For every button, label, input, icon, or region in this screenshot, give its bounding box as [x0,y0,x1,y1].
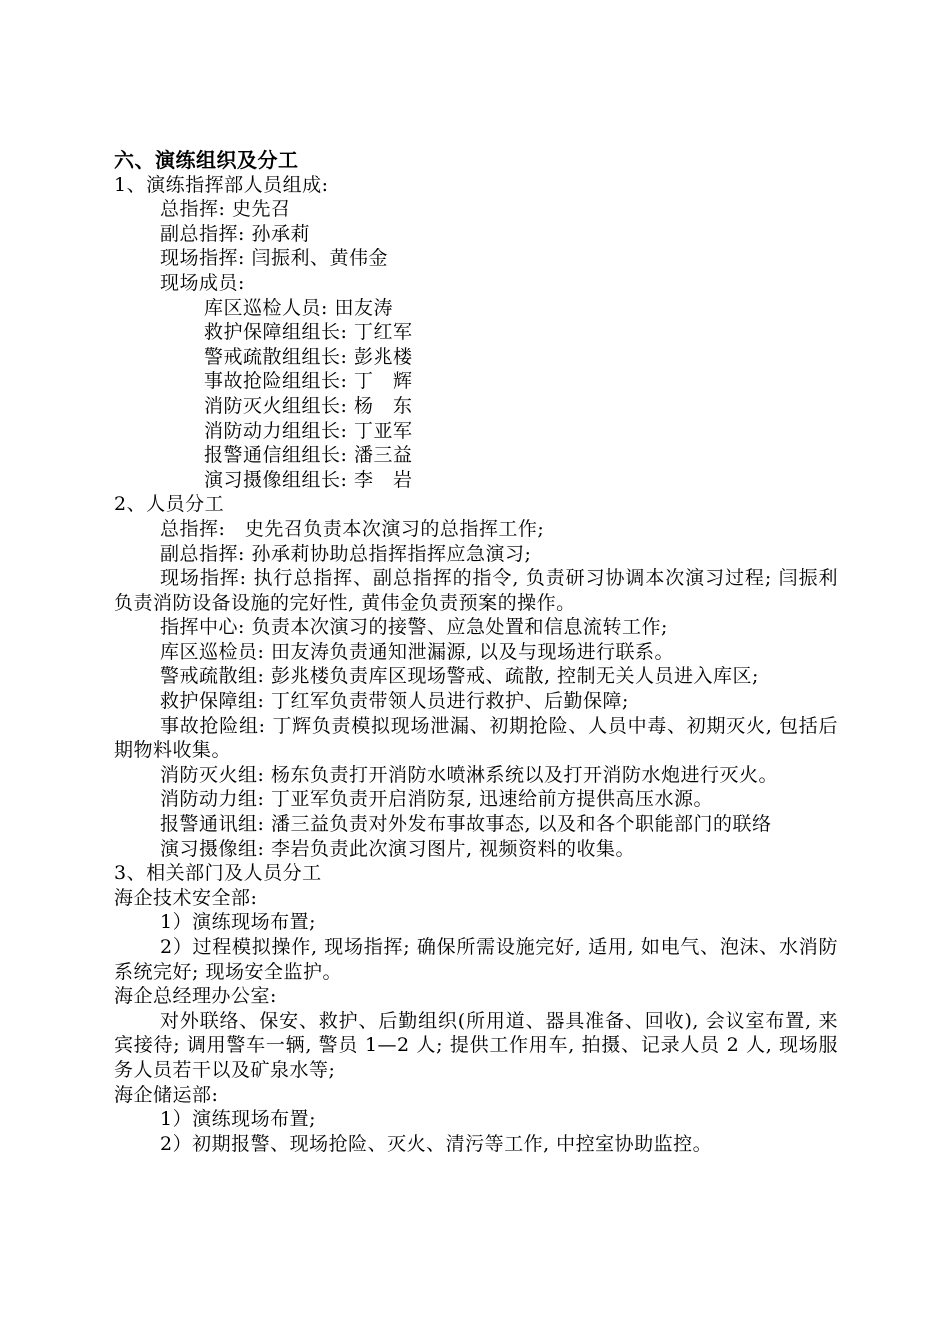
document-body [114,148,838,1156]
duty-paragraph: 消防动力组: 丁亚军负责开启消防泵, 迅速给前方提供高压水源。 [160,788,714,811]
member-line: 警戒疏散组组长: 彭兆楼 [204,345,413,368]
department-name: 海企储运部: [114,1083,219,1106]
duty-paragraph: 警戒疏散组: 彭兆楼负责库区现场警戒、疏散, 控制无关人员进入库区; [160,665,759,688]
duty-paragraph: 救护保障组: 丁红军负责带领人员进行救护、后勤保障; [160,690,629,713]
member-line: 事故抢险组组长: 丁 辉 [204,370,413,393]
member-line: 库区巡检人员: 田友涛 [204,296,393,319]
part1-heading: 1、演练指挥部人员组成: [114,173,329,196]
duty-paragraph: 副总指挥: 孙承莉协助总指挥指挥应急演习; [160,542,532,565]
part2-heading: 2、人员分工 [114,493,225,516]
department-item: 1）演练现场布置; [160,911,316,934]
commander-line: 总指挥: 史先召 [160,198,291,221]
duty-paragraph: 总指挥: 史先召负责本次演习的总指挥工作; [160,517,545,540]
department-name: 海企技术安全部: [114,886,258,909]
department-item: 1）演练现场布置; [160,1108,316,1131]
section-title: 六、演练组织及分工 [114,148,299,172]
duty-paragraph: 消防灭火组: 杨东负责打开消防水喷淋系统以及打开消防水炮进行灭火。 [160,763,778,786]
part3-heading: 3、相关部门及人员分工 [114,862,322,885]
duty-paragraph: 现场指挥: 执行总指挥、副总指挥的指令, 负责研习协调本次演习过程; 闫振利负责消防设备设施的完好性, 黄伟金负责预案的操作。 [114,567,838,614]
duty-paragraph: 报警通讯组: 潘三益负责对外发布事故事态, 以及和各个职能部门的联络 [160,813,772,836]
department-item: 2）过程模拟操作, 现场指挥; 确保所需设施完好, 适用, 如电气、泡沫、水消防系统完好; 现场安全监护。 [114,936,838,983]
duty-paragraph: 事故抢险组: 丁辉负责模拟现场泄漏、初期抢险、人员中毒、初期灭火, 包括后期物料收集。 [114,714,838,762]
duty-paragraph: 演习摄像组: 李岩负责此次演习图片, 视频资料的收集。 [160,837,636,860]
department-text: 对外联络、保安、救护、后勤组织(所用道、器具准备、回收), 会议室布置, 来宾接待; 调用警车一辆, 警员 1—2 人; 提供工作用车, 拍摄、记录人员 2 人, 现场服务人员若干以及矿泉水等; [114,1009,838,1081]
duty-paragraph: 库区巡检员: 田友涛负责通知泄漏源, 以及与现场进行联系。 [160,640,675,663]
member-line: 报警通信组组长: 潘三益 [204,444,413,467]
department-name: 海企总经理办公室: [114,985,277,1008]
site-commander-line: 现场指挥: 闫振利、黄伟金 [160,247,388,270]
member-line: 救护保障组组长: 丁红军 [204,321,413,344]
deputy-commander-line: 副总指挥: 孙承莉 [160,222,310,245]
duty-paragraph: 指挥中心: 负责本次演习的接警、应急处置和信息流转工作; [160,616,668,639]
department-item: 2）初期报警、现场抢险、灭火、清污等工作, 中控室协助监控。 [160,1132,713,1155]
member-line: 消防灭火组组长: 杨 东 [204,394,413,417]
member-line: 演习摄像组组长: 李 岩 [204,468,413,491]
member-line: 消防动力组组长: 丁亚军 [204,419,413,442]
members-label: 现场成员: [160,271,245,294]
